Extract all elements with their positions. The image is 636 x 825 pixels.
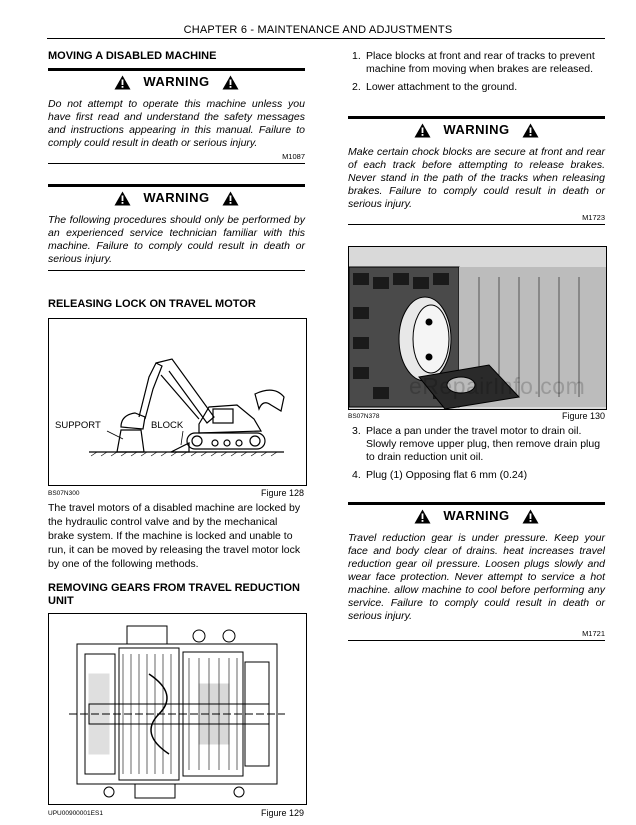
list-item	[348, 469, 606, 482]
step-text: Plug (1) Opposing flat 6 mm (0.24)	[366, 469, 528, 481]
step-number: 2.	[352, 81, 361, 93]
warning-top-rule	[48, 68, 305, 71]
travel-motor-paragraph: The travel motors of a disabled machine are locked by the hydraulic control valve and by the mechanical brake system. If the machine is locked and unable to run, it can be moved by releasing the travel motor lock by one of the following methods.	[48, 502, 301, 570]
warning-triangle-icon	[522, 509, 539, 527]
warning-top-rule	[348, 502, 605, 505]
list-item	[348, 81, 606, 94]
steps-list-bottom	[348, 425, 606, 482]
watermark-text: eRepairInfo.com	[409, 373, 586, 399]
step-number: 4.	[352, 469, 361, 481]
warning-triangle-icon	[414, 509, 431, 527]
warning-triangle-icon	[114, 191, 131, 209]
warning-title-row	[348, 122, 605, 141]
travel-reduction-cross-section	[49, 614, 306, 804]
list-item	[348, 425, 606, 464]
warning-triangle-icon	[222, 191, 239, 209]
step-text: Lower attachment to the ground.	[366, 81, 518, 93]
figure-130-id: BS07N378	[348, 413, 380, 420]
support-label: SUPPORT	[55, 420, 101, 431]
steps-list-top	[348, 50, 606, 94]
figure-128-caption: Figure 128	[261, 488, 305, 498]
warning-code: M1087	[282, 152, 305, 161]
moving-disabled-machine-heading: MOVING A DISABLED MACHINE	[48, 50, 217, 62]
warning-title: WARNING	[443, 508, 510, 523]
header-rule	[47, 38, 605, 39]
warning-text: Travel reduction gear is under pressure. Keep your face and body clear of drains. heat increases travel reduction gear oil pressure. Loosen plugs slowly and wear face protection. Never attempt to service a hot machine. allow machine to cool before performing any service. Failure to comply could result in death or serious injury.	[348, 532, 605, 622]
warning-title: WARNING	[143, 190, 210, 205]
page-header: CHAPTER 6 - MAINTENANCE AND ADJUSTMENTS	[183, 24, 453, 36]
warning-title-row	[348, 508, 605, 527]
warning-title: WARNING	[443, 122, 510, 137]
warning-triangle-icon	[114, 75, 131, 93]
warning-bottom-rule	[348, 224, 605, 225]
figure-130-frame	[348, 246, 607, 410]
warning-box-technician	[48, 184, 305, 271]
figure-128-frame	[48, 318, 307, 486]
warning-triangle-icon	[522, 123, 539, 141]
warning-text: The following procedures should only be performed by an experienced service technician familiar with this machine. Failure to comply could result in death or serious injury.	[48, 214, 305, 265]
warning-title: WARNING	[143, 74, 210, 89]
warning-triangle-icon	[414, 123, 431, 141]
warning-top-rule	[48, 184, 305, 187]
step-number: 3.	[352, 425, 361, 437]
warning-title-row	[48, 190, 305, 209]
warning-top-rule	[348, 116, 605, 119]
step-text: Place a pan under the travel motor to drain oil. Slowly remove upper plug, then remove drain plug to drain reduction unit oil.	[366, 425, 601, 463]
warning-box-reduction-gear	[348, 502, 605, 641]
warning-code: M1721	[582, 629, 605, 638]
warning-bottom-rule	[48, 270, 305, 271]
figure-130-caption: Figure 130	[562, 411, 606, 421]
warning-text: Make certain chock blocks are secure at front and rear of each track before attempting to release brakes. Never stand in the path of the tracks when releasing brakes. Failure to comply could result in death or serious injury.	[348, 146, 605, 210]
figure-129-id: UPU00900001ES1	[48, 810, 103, 817]
removing-gears-heading: REMOVING GEARS FROM TRAVEL REDUCTION UNIT	[48, 582, 300, 607]
warning-text: Do not attempt to operate this machine unless you have first read and understand the safety messages and instructions appearing in this manual. Failure to comply could result in death or serious injury.	[48, 98, 305, 149]
warning-triangle-icon	[222, 75, 239, 93]
step-number: 1.	[352, 50, 361, 62]
block-label: BLOCK	[151, 420, 184, 431]
warning-title-row	[48, 74, 305, 93]
step-text: Place blocks at front and rear of tracks to prevent machine from moving when brakes are released.	[366, 50, 595, 75]
excavator-blocked-illustration	[49, 319, 306, 485]
warning-box-chock-blocks	[348, 116, 605, 225]
list-item	[348, 50, 606, 76]
warning-bottom-rule	[348, 640, 605, 641]
warning-code: M1723	[582, 213, 605, 222]
releasing-lock-heading: RELEASING LOCK ON TRAVEL MOTOR	[48, 298, 256, 310]
warning-bottom-rule	[48, 163, 305, 164]
figure-129-frame	[48, 613, 307, 805]
warning-box-operate	[48, 68, 305, 164]
figure-129-caption: Figure 129	[261, 808, 305, 818]
figure-128-id: BS07N300	[48, 490, 80, 497]
